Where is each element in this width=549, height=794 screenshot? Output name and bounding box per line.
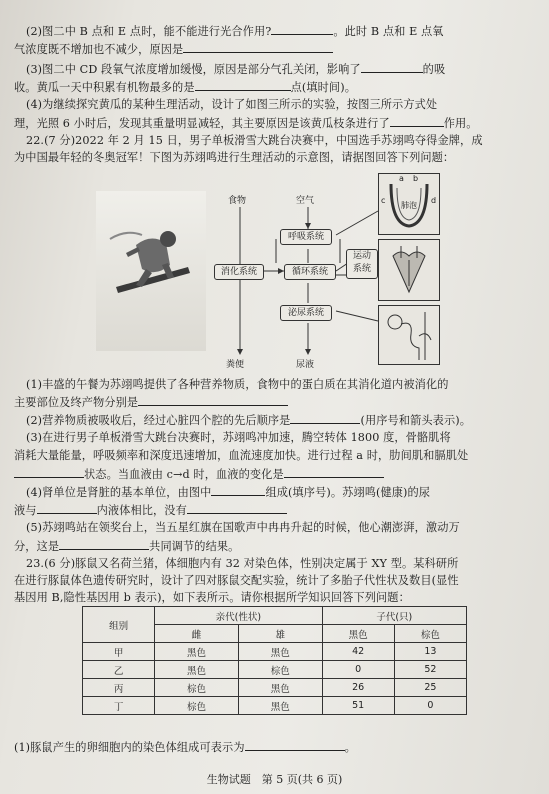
box-circulatory-system: 循环系统 (284, 264, 336, 280)
q21-sub2-b: 气浓度既不增加也不减少，原因是 (14, 42, 537, 57)
answer-blank[interactable] (290, 413, 360, 424)
label-air: 空气 (296, 196, 315, 206)
q21-sub4: (4)为继续探究黄瓜的某种生理活动，设计了如图三所示的实验，按图三所示方式处 (26, 98, 438, 111)
table-row: 丁 棕色 黑色 51 0 (83, 697, 467, 715)
q23-stem-c: 基因用 B,隐性基因用 b 表示)，如下表所示。请你根据所学知识回答下列问题： (14, 591, 410, 604)
answer-blank[interactable] (271, 24, 333, 35)
label-c: c (381, 196, 386, 205)
q22-sub1-b: 主要部位及终产物分别是 (14, 395, 537, 410)
q22-sub4: (4)肾单位是肾脏的基本单位，由图中 组成(填序号)。苏翊鸣(健康)的尿 (26, 486, 431, 499)
q21-sub2: (2)图二中 B 点和 E 点时，能不能进行光合作用? 。此时 B 点和 E 点氧 (26, 25, 444, 38)
answer-blank[interactable] (183, 42, 333, 53)
answer-blank[interactable] (245, 740, 345, 751)
table-row: 丙 棕色 黑色 26 25 (83, 679, 467, 697)
q21-sub4-b: 理，光照 6 小时后，发现其重量明显减轻，其主要原因是该黄瓜枝条进行了 作用。 (14, 117, 478, 130)
answer-blank[interactable] (14, 467, 84, 478)
answer-blank[interactable] (361, 62, 423, 73)
box-motor-system: 运动 系统 (346, 249, 378, 279)
answer-blank[interactable] (195, 80, 291, 91)
label-urine: 尿液 (296, 360, 315, 370)
label-d: d (431, 196, 437, 205)
answer-blank[interactable] (390, 116, 444, 127)
q23-stem: 23.(6 分)豚鼠又名荷兰猪，体细胞内有 32 对染色体，性别决定属于 XY 型。某科研所 (26, 557, 459, 570)
answer-blank[interactable] (284, 467, 384, 478)
guinea-pig-cross-table (82, 606, 467, 715)
q22-sub3: (3)在进行男子单板滑雪大跳台决赛时，苏翊鸣冲加速，腾空转体 1800 度，骨骼肌将 (26, 431, 451, 444)
physiology-diagram (96, 171, 446, 369)
box-urinary-system: 泌尿系统 (280, 305, 332, 321)
q22-sub3-b: 消耗大量能量，呼吸频率和深度迅速增加，血流速度加快。进行过程 a 时，肋间肌和膈肌处 (14, 449, 469, 462)
label-alveolus: 肺泡 (401, 201, 417, 210)
heart-panel (378, 239, 440, 301)
label-b: b (413, 174, 419, 183)
header-child: 子代(只) (322, 607, 466, 625)
q22-sub5-b: 分，这是 共同调节的结果。 (14, 540, 240, 553)
box-digestive-system: 消化系统 (214, 264, 264, 280)
table-row: 甲 黑色 黑色 42 13 (83, 643, 467, 661)
header-group: 组别 (83, 607, 155, 643)
header-male: 雄 (238, 625, 322, 643)
nephron-panel (378, 305, 440, 365)
answer-blank[interactable] (37, 503, 97, 514)
table-row: 乙 黑色 棕色 0 52 (83, 661, 467, 679)
header-parent: 亲代(性状) (155, 607, 322, 625)
answer-blank[interactable] (211, 485, 265, 496)
q22-sub2: (2)营养物质被吸收后，经过心脏四个腔的先后顺序是 (用序号和箭头表示)。 (26, 414, 472, 427)
header-black: 黑色 (322, 625, 394, 643)
q22-sub1: (1)丰盛的午餐为苏翊鸣提供了各种营养物质，食物中的蛋白质在其消化道内被消化的 (26, 378, 449, 391)
q22-sub4-b: 液与 内液体相比，没有 (14, 503, 537, 518)
page-footer: 生物试题 第 5 页(共 6 页) (206, 773, 343, 786)
q22-stem-b: 为中国最年轻的冬奥冠军！下图为苏翊鸣进行生理活动的示意图，请据图回答下列问题： (14, 151, 455, 164)
label-food: 食物 (228, 196, 247, 206)
answer-blank[interactable] (138, 395, 288, 406)
alveolus-panel (378, 173, 440, 235)
nephron-illustration (379, 306, 439, 364)
q23-stem-b: 在进行豚鼠体色遗传研究时，设计了四对豚鼠交配实验，统计了多胎子代性状及数目(显性 (14, 574, 459, 587)
label-a: a (399, 174, 404, 183)
answer-blank[interactable] (59, 539, 149, 550)
q22-sub5: (5)苏翊鸣站在领奖台上，当五星红旗在国歌声中冉冉升起的时候，他心潮澎湃，激动万 (26, 521, 460, 534)
answer-blank[interactable] (187, 503, 287, 514)
q21-sub3-b: 收。黄瓜一天中积累有机物最多的是 点(填时间)。 (14, 81, 356, 94)
q22-sub3-c: 状态。当血液由 c→d 时，血液的变化是 (14, 467, 537, 482)
heart-illustration (379, 240, 439, 300)
header-female: 雌 (155, 625, 239, 643)
q23-sub1: (1)豚鼠产生的卵细胞内的染色体组成可表示为 。 (14, 741, 356, 754)
q21-sub3: (3)图二中 CD 段氧气浓度增加缓慢，原因是部分气孔关闭，影响了 的吸 (26, 63, 446, 76)
label-feces: 粪便 (226, 360, 245, 370)
q22-stem: 22.(7 分)2022 年 2 月 15 日，男子单板滑雪大跳台决赛中，中国选手苏翊鸣夺得金牌，成 (26, 134, 483, 147)
header-brown: 棕色 (394, 625, 466, 643)
box-respiratory-system: 呼吸系统 (280, 229, 332, 245)
